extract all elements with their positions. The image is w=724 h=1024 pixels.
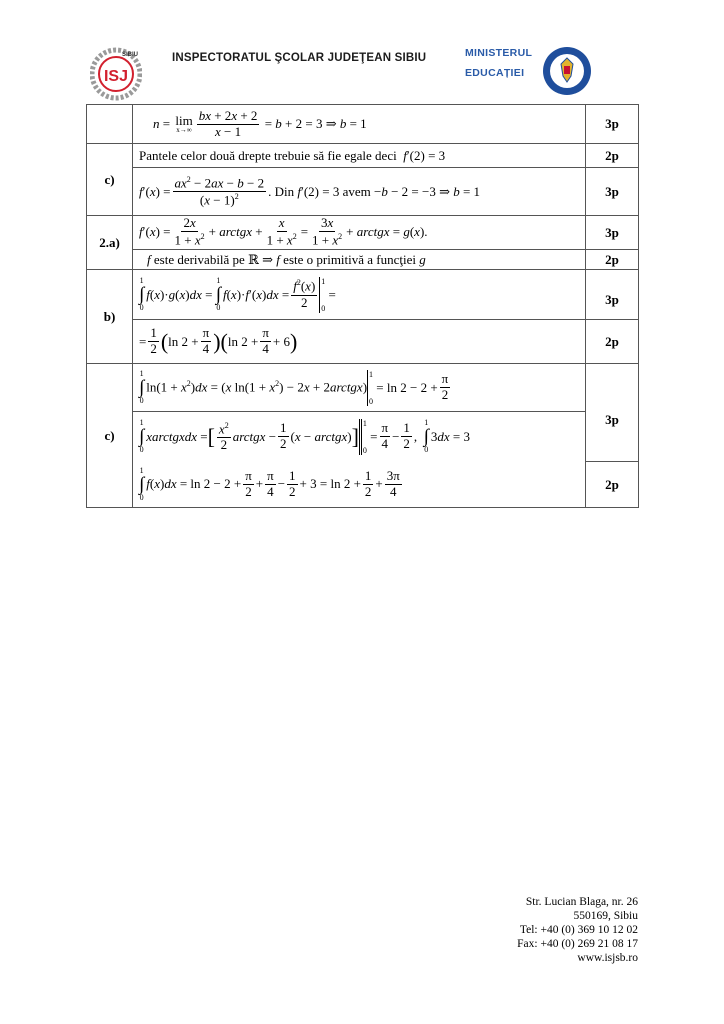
footer-city: 550169, Sibiu: [573, 910, 638, 922]
footer-tel: Tel: +40 (0) 369 10 12 02: [519, 924, 638, 936]
lim-sub: x→∞: [176, 126, 192, 134]
row-formula: f este derivabilă pe ℝ ⇒ f este o primitivă a funcţiei g: [133, 250, 586, 270]
ministry-line2: EDUCAȚIEI: [465, 67, 525, 79]
din-text: . Din: [268, 183, 295, 199]
table-row: [87, 216, 639, 250]
row-formula: n = lim x→∞ $\frac{bx + 2x + 2}{x - 1}$ = b + 2 = 3 ⇒ b = 1: [133, 105, 586, 144]
row-points: 2p: [586, 462, 639, 508]
table-row: [87, 144, 639, 168]
table-row: [87, 462, 639, 508]
row-points: 3p: [586, 168, 639, 216]
footer-street: Str. Lucian Blaga, nr. 26: [525, 896, 638, 908]
row-formula: 1 ∫ 0 xarctgxdx = [ $x^2$ 2 arctgx − $\frac{1}{2}$ (x − arctgx) ] 1 0 = $\frac{\pi}{4}$ − $\frac{1}{2}$ , 1 ∫ 0 3dx = 3: [133, 412, 586, 462]
table-row: [87, 270, 639, 320]
isj-logo-text: ISJ: [103, 68, 129, 85]
page-header: [0, 40, 724, 110]
footer-address: [360, 895, 638, 965]
row-label: c): [87, 144, 133, 216]
solution-table: [86, 104, 639, 508]
row-points: 2p: [586, 320, 639, 364]
footer-fax: Fax: +40 (0) 269 21 08 17: [517, 938, 638, 950]
government-seal-icon: [542, 46, 592, 96]
primitiva-text: este o primitivă a funcţiei: [283, 251, 417, 267]
row-formula: f′(x) = $\frac{ax^2 - 2ax - b - 2}{(x - 1)^2}$ . Din f′(2) = 3 avem −b − 2 = −3 ⇒ b = 1: [133, 168, 586, 216]
table-row: [87, 364, 639, 412]
pantele-text: Pantele celor două drepte trebuie să fie egale deci: [139, 147, 397, 163]
row-points: 3p: [586, 364, 639, 462]
row-points: 2p: [586, 144, 639, 168]
row-label: [87, 105, 133, 144]
ministry-name: [465, 43, 532, 83]
row-label: c): [87, 364, 133, 508]
table-row: [87, 412, 639, 462]
row-points: 3p: [586, 270, 639, 320]
row-formula: 1 ∫ 0 f(x)·g(x)dx = 1 ∫ 0 f(x)·f′(x)dx = $\frac{f^2(x)}{2}$ 1 0 =: [133, 270, 586, 320]
row-formula: = $\frac{1}{2}$ ( ln 2 + $\frac{\pi}{4}$ )( ln 2 + $\frac{\pi}{4}$ + 6 ): [133, 320, 586, 364]
lim-text: lim: [175, 113, 193, 128]
row-formula: Pantele celor două drepte trebuie să fie egale deci f ′(2) = 3: [133, 144, 586, 168]
footer-website: www.isjsb.ro: [577, 952, 638, 964]
row-points: 2p: [586, 250, 639, 270]
row-points: 3p: [586, 105, 639, 144]
row-points: 3p: [586, 216, 639, 250]
row-formula: f′(x) = $\frac{2x}{1 + x^2}$ + arctgx + $\frac{x}{1 + x^2}$ = $\frac{3x}{1 + x^2}$ + arctgx = g(x).: [133, 216, 586, 250]
row-formula: 1 ∫ 0 $\ln(1 + x^2)dx = (x$ $\ln(1 + x^2) - 2x$ + 2arctgx) 1 0 = ln 2 − 2 + $\frac{\pi}{2}$: [133, 364, 586, 412]
derivabila-text: este derivabilă pe: [153, 251, 245, 267]
table-row: [87, 250, 639, 270]
table-row: [87, 320, 639, 364]
isj-logo-small: SIBIU: [122, 52, 139, 58]
table-row: [87, 105, 639, 144]
ministry-line1: MINISTERUL: [465, 47, 533, 59]
row-label: b): [87, 270, 133, 364]
isj-logo: [90, 44, 142, 102]
row-label: 2.a): [87, 216, 133, 270]
inspectorate-title: INSPECTORATUL ŞCOLAR JUDEŢEAN SIBIU: [172, 52, 427, 64]
row-formula: 1 ∫ 0 f(x)dx = ln 2 − 2 + $\frac{\pi}{2}$ + $\frac{\pi}{4}$ − $\frac{1}{2}$ + 3 = ln 2 + $\frac{1}{2}$ + $\frac{3\pi}{4}$: [133, 462, 586, 508]
table-row: [87, 168, 639, 216]
avem-text: avem: [342, 183, 371, 199]
